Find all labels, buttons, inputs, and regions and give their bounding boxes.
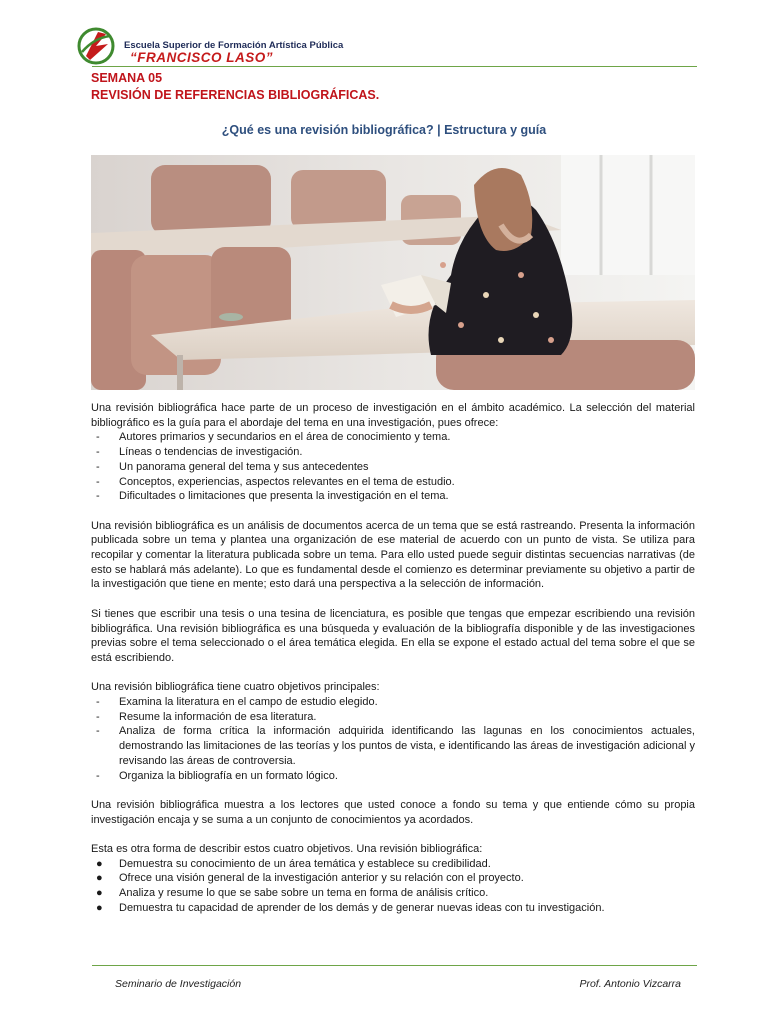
header-divider xyxy=(92,66,697,67)
list-item: ● Analiza y resume lo que se sabe sobre un tema en forma de análisis crítico. xyxy=(96,887,489,900)
document-body xyxy=(91,401,695,916)
list-item: ● Demuestra su conocimiento de un área temática y establece su credibilidad. xyxy=(96,857,491,870)
intro-paragraph: Una revisión bibliográfica hace parte de un proceso de investigación en el ámbito académico. La selección del material bibliográfico es la guía para el abordaje del tema en una investigación, pues ofrece: xyxy=(91,402,695,429)
dash-marker: - xyxy=(96,769,100,782)
list-item: - Analiza de forma crítica la información adquirida identificando las lagunas en los conocimientos actuales, demostrando las limitaciones de las teorías y los puntos de vista, e identificando las áreas de investigación adicional y revisando las áreas de controversia. xyxy=(96,725,695,767)
document-header xyxy=(70,22,700,68)
paragraph-analysis: Una revisión bibliográfica es un análisis de documentos acerca de un tema que se está rastreando. Presenta la información publicada sobre un tema y plantea una organización de ese material de acuerdo con un punto de vista. Se utiliza para recopilar y comentar la literatura publicada sobre un tema. Para ello usted puede seguir distintas secuencias narrativas (de esto se hablará más adelante). Lo que es fundamental desde el comienzo es determinar previamente su objetivo a partir de la investigación que tiene en mente; esto dará una perspectiva a la selección de información. xyxy=(91,519,695,591)
list-item: - Examina la literatura en el campo de estudio elegido. xyxy=(96,696,378,709)
dash-marker: - xyxy=(96,725,100,738)
dash-marker: - xyxy=(96,696,100,709)
list-item: - Conceptos, experiencias, aspectos relevantes en el tema de estudio. xyxy=(96,475,455,488)
bullet-marker: ● xyxy=(96,887,103,900)
course-name: Seminario de Investigación xyxy=(115,978,242,990)
document-subtitle: ¿Qué es una revisión bibliográfica? | Estructura y guía xyxy=(221,123,547,137)
school-name-line2: “FRANCISCO LASO” xyxy=(130,50,273,65)
bullet-marker: ● xyxy=(96,857,103,870)
list-item: - Organiza la bibliografía en un formato lógico. xyxy=(96,769,338,782)
objectives2-intro: Esta es otra forma de describir estos cuatro objetivos. Una revisión bibliográfica: xyxy=(91,843,483,856)
objectives-list xyxy=(91,695,695,783)
dash-marker: - xyxy=(96,431,100,444)
bullet-marker: ● xyxy=(96,872,103,885)
dash-marker: - xyxy=(96,460,100,473)
school-logo xyxy=(72,22,118,66)
dash-marker: - xyxy=(96,475,100,488)
intro-list xyxy=(91,430,695,504)
professor-name: Prof. Antonio Vizcarra xyxy=(579,978,681,990)
school-name-line1: Escuela Superior de Formación Artística Pública xyxy=(124,40,344,51)
paragraph-readers: Una revisión bibliográfica muestra a los lectores que usted conoce a fondo su tema y que entiende cómo su propia investigación encaja y se suma a un conjunto de conocimientos ya acordados. xyxy=(91,798,695,826)
list-item: - Dificultades o limitaciones que presenta la investigación en el tema. xyxy=(96,490,449,503)
list-item: - Autores primarios y secundarios en el área de conocimiento y tema. xyxy=(96,431,451,444)
reading-photo xyxy=(91,155,695,390)
dash-marker: - xyxy=(96,490,100,503)
objectives-intro: Una revisión bibliográfica tiene cuatro objetivos principales: xyxy=(91,681,380,694)
list-item: ● Ofrece una visión general de la investigación anterior y su relación con el proyecto. xyxy=(96,872,524,885)
objectives2-list xyxy=(91,857,695,916)
dash-marker: - xyxy=(96,710,100,723)
list-item: - Líneas o tendencias de investigación. xyxy=(96,446,303,459)
paragraph-thesis: Si tienes que escribir una tesis o una tesina de licenciatura, es posible que tengas que empezar escribiendo una revisión bibliográfica. Una revisión bibliográfica es una búsqueda y evaluación de la bibliografía disponible y de las investigaciones previas sobre el tema seleccionado o el área temática elegida. En ella se expone el estado actual del tema sobre el que se está escribiendo. xyxy=(91,607,695,664)
list-item: ● Demuestra tu capacidad de aprender de los demás y de generar nuevas ideas con tu investigación. xyxy=(96,901,605,914)
bullet-marker: ● xyxy=(96,901,103,914)
week-label: SEMANA 05 xyxy=(91,71,163,85)
document-title: REVISIÓN DE REFERENCIAS BIBLIOGRÁFICAS. xyxy=(91,88,380,102)
list-item: - Resume la información de esa literatura. xyxy=(96,710,317,723)
footer-divider xyxy=(92,965,697,966)
dash-marker: - xyxy=(96,446,100,459)
list-item: - Un panorama general del tema y sus antecedentes xyxy=(96,460,369,473)
